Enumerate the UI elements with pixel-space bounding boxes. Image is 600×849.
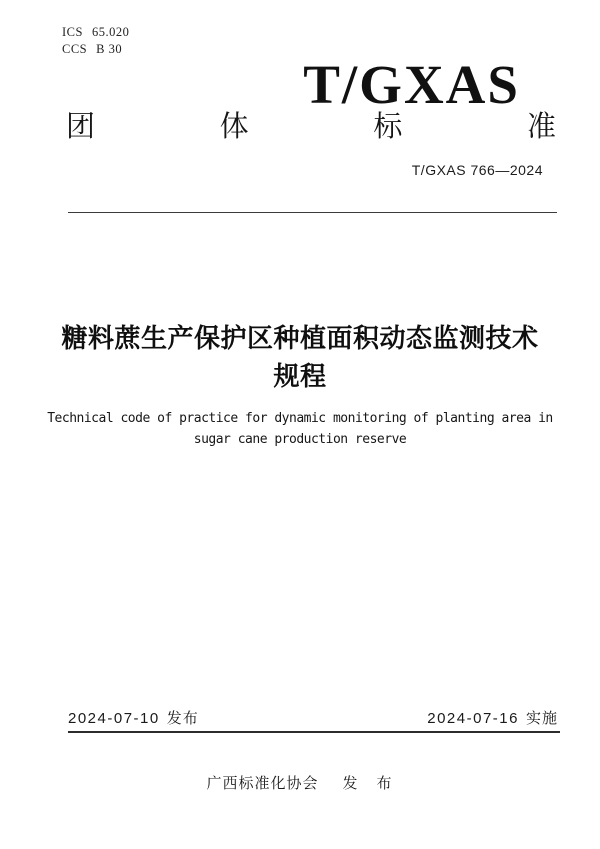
ccs-code: B 30	[96, 42, 123, 56]
standard-type-row	[66, 111, 556, 143]
issue-label: 发布	[166, 710, 199, 727]
standard-type-char: 团	[66, 111, 96, 143]
standard-number: T/GXAS 766—2024	[411, 162, 543, 178]
date-row	[68, 709, 558, 729]
publish-action: 发 布	[342, 775, 394, 792]
standard-type-char: 体	[219, 111, 249, 143]
issue-date-group	[68, 709, 199, 729]
document-title-cn-line1: 糖料蔗生产保护区种植面积动态监测技术	[61, 323, 539, 353]
issue-date: 2024-07-10	[68, 710, 160, 727]
ics-line	[62, 24, 129, 41]
implement-date: 2024-07-16	[427, 710, 519, 727]
implement-label: 实施	[525, 710, 558, 727]
ccs-line	[62, 41, 129, 58]
tgxas-logo: T/GXAS	[303, 54, 520, 115]
standard-type-char: 标	[373, 111, 403, 143]
document-title-cn-line2: 规程	[273, 361, 327, 391]
document-title-cn	[0, 319, 600, 395]
ics-label: ICS	[62, 25, 83, 39]
classification-codes	[62, 24, 129, 58]
footer-divider-line	[68, 731, 560, 733]
document-title-en-line1: Technical code of practice for dynamic monitoring of planting area in	[47, 411, 553, 426]
header-divider-line	[68, 212, 557, 213]
ccs-label: CCS	[62, 42, 88, 56]
ics-code: 65.020	[91, 25, 130, 39]
implement-date-group	[427, 709, 558, 729]
document-title-en	[0, 408, 600, 450]
standard-type-char: 准	[526, 111, 556, 143]
publisher-row	[0, 774, 600, 794]
publisher-name: 广西标准化协会	[206, 775, 319, 792]
document-title-en-line2: sugar cane production reserve	[193, 432, 407, 447]
